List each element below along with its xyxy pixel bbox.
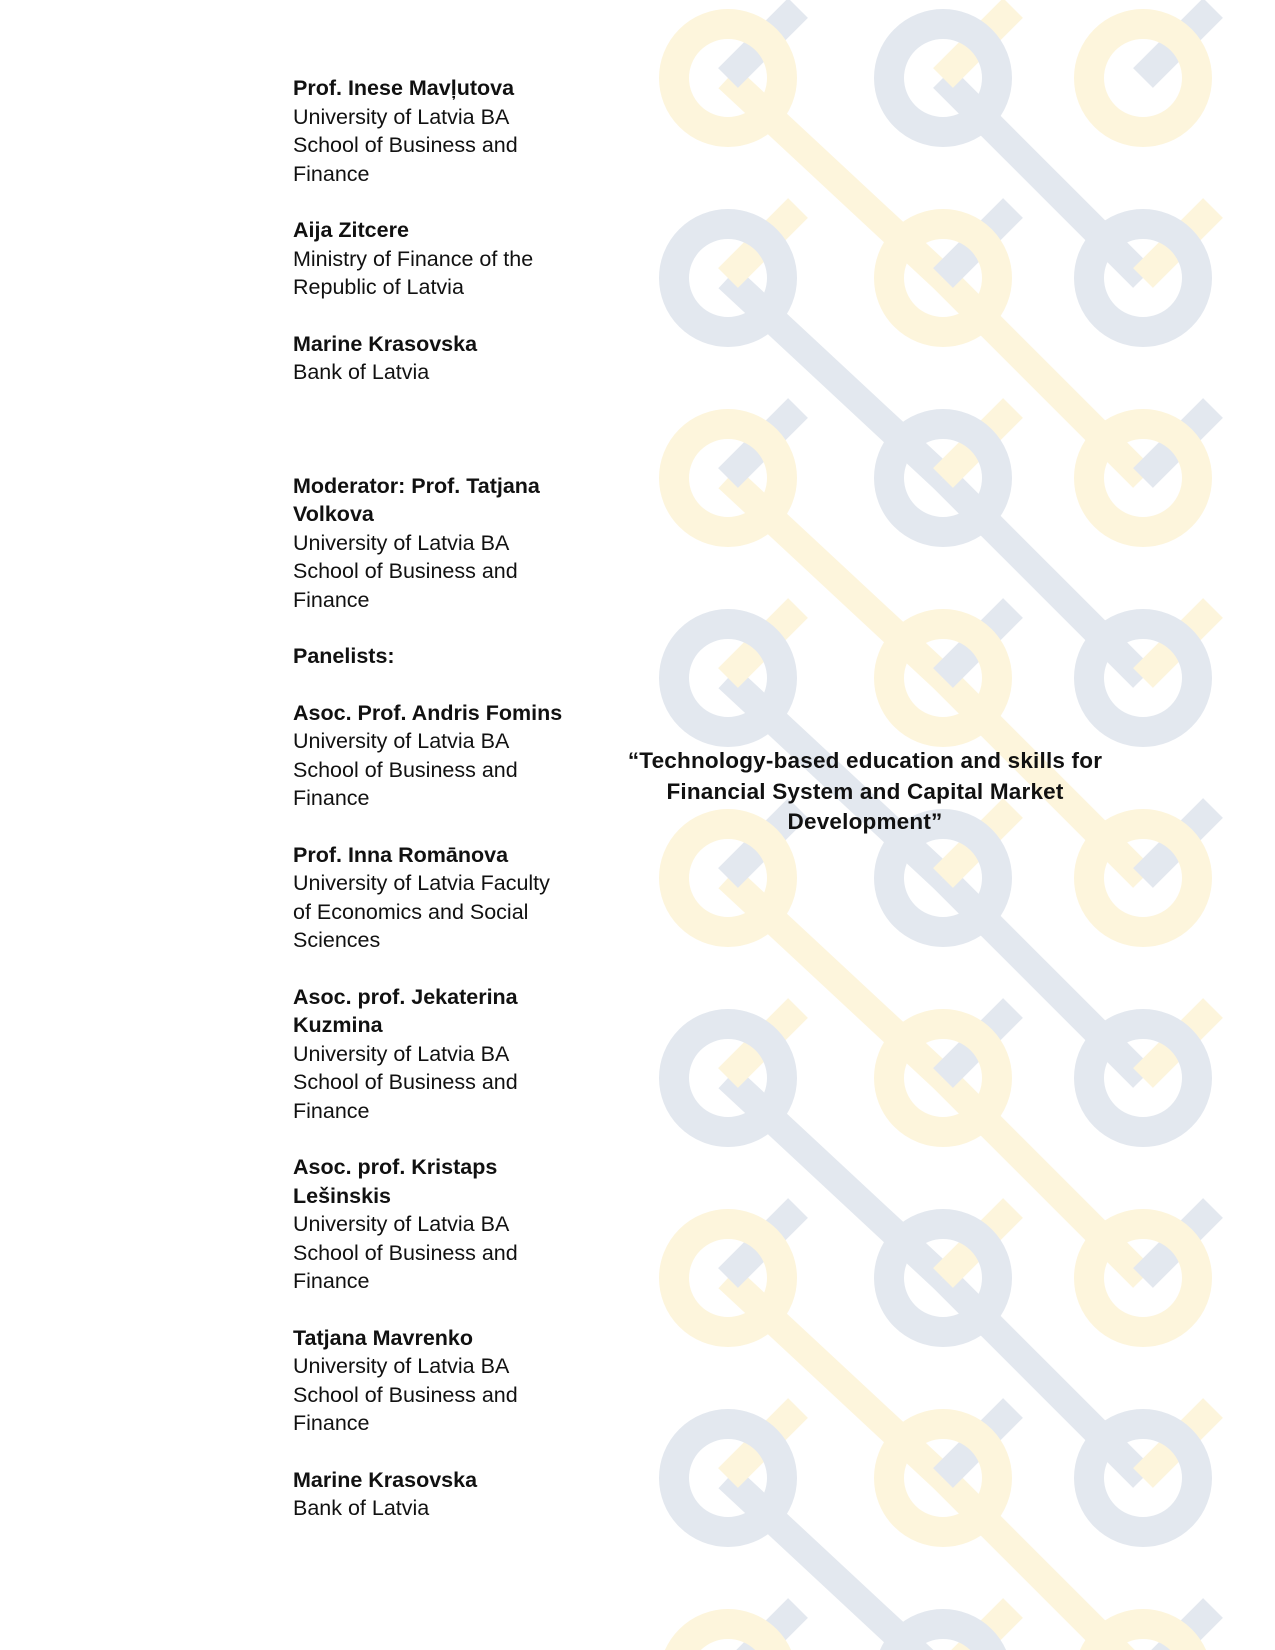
- speaker-name: Prof. Inese Mavļutova: [293, 76, 515, 100]
- panelist-name: Asoc. prof. Kristaps Lešinskis: [293, 1155, 498, 1208]
- speaker-affiliation: Bank of Latvia: [293, 360, 430, 384]
- panelist-name: Marine Krasovska: [293, 1467, 478, 1492]
- panelist-affiliation: University of Latvia BA School of Business and Finance: [293, 1354, 518, 1435]
- panelist-affiliation: University of Latvia BA School of Business and Finance: [293, 1041, 518, 1123]
- panelist-affiliation: University of Latvia Faculty of Economics and Social Sciences: [293, 871, 550, 952]
- pattern-ring: [1089, 1624, 1197, 1650]
- panelists-heading: Panelists:: [293, 644, 395, 668]
- pattern-ring: [674, 1624, 782, 1650]
- moderator-name: Moderator: Prof. Tatjana Volkova: [293, 473, 540, 526]
- panelist-affiliation: University of Latvia BA School of Business and Finance: [293, 1212, 518, 1293]
- panelist-entry: [293, 983, 593, 1126]
- speaker-entry: [293, 330, 593, 387]
- panelist-name: Asoc. Prof. Andris Fomins: [293, 700, 563, 725]
- panelist-affiliation: Bank of Latvia: [293, 1496, 430, 1520]
- session-title: “Technology-based education and skills for Financial System and Capital Market Development”: [627, 748, 1103, 834]
- panelist-name: Tatjana Mavrenko: [293, 1325, 474, 1350]
- panelist-name: Asoc. prof. Jekaterina Kuzmina: [293, 984, 518, 1037]
- panelist-entry: [293, 1466, 593, 1523]
- panelist-entry: [293, 1324, 593, 1438]
- panelist-entry: [293, 1153, 593, 1296]
- speaker-entry: [293, 74, 593, 188]
- speaker-name: Aija Zitcere: [293, 218, 409, 242]
- speaker-affiliation: University of Latvia BA School of Business and Finance: [293, 104, 518, 186]
- panelist-entry: [293, 841, 593, 955]
- moderator-entry: [293, 472, 593, 615]
- panelist-affiliation: University of Latvia BA School of Business and Finance: [293, 729, 518, 810]
- speaker-affiliation: Ministry of Finance of the Republic of Latvia: [293, 246, 534, 299]
- pattern-ring: [889, 1624, 997, 1650]
- moderator-affiliation: University of Latvia BA School of Business and Finance: [293, 530, 518, 612]
- speaker-name: Marine Krasovska: [293, 331, 478, 356]
- panelists-heading-wrap: [293, 642, 593, 671]
- speaker-column: [293, 74, 593, 1523]
- speaker-entry: [293, 216, 593, 302]
- panelist-entry: [293, 699, 593, 813]
- panelist-name: Prof. Inna Romānova: [293, 842, 509, 867]
